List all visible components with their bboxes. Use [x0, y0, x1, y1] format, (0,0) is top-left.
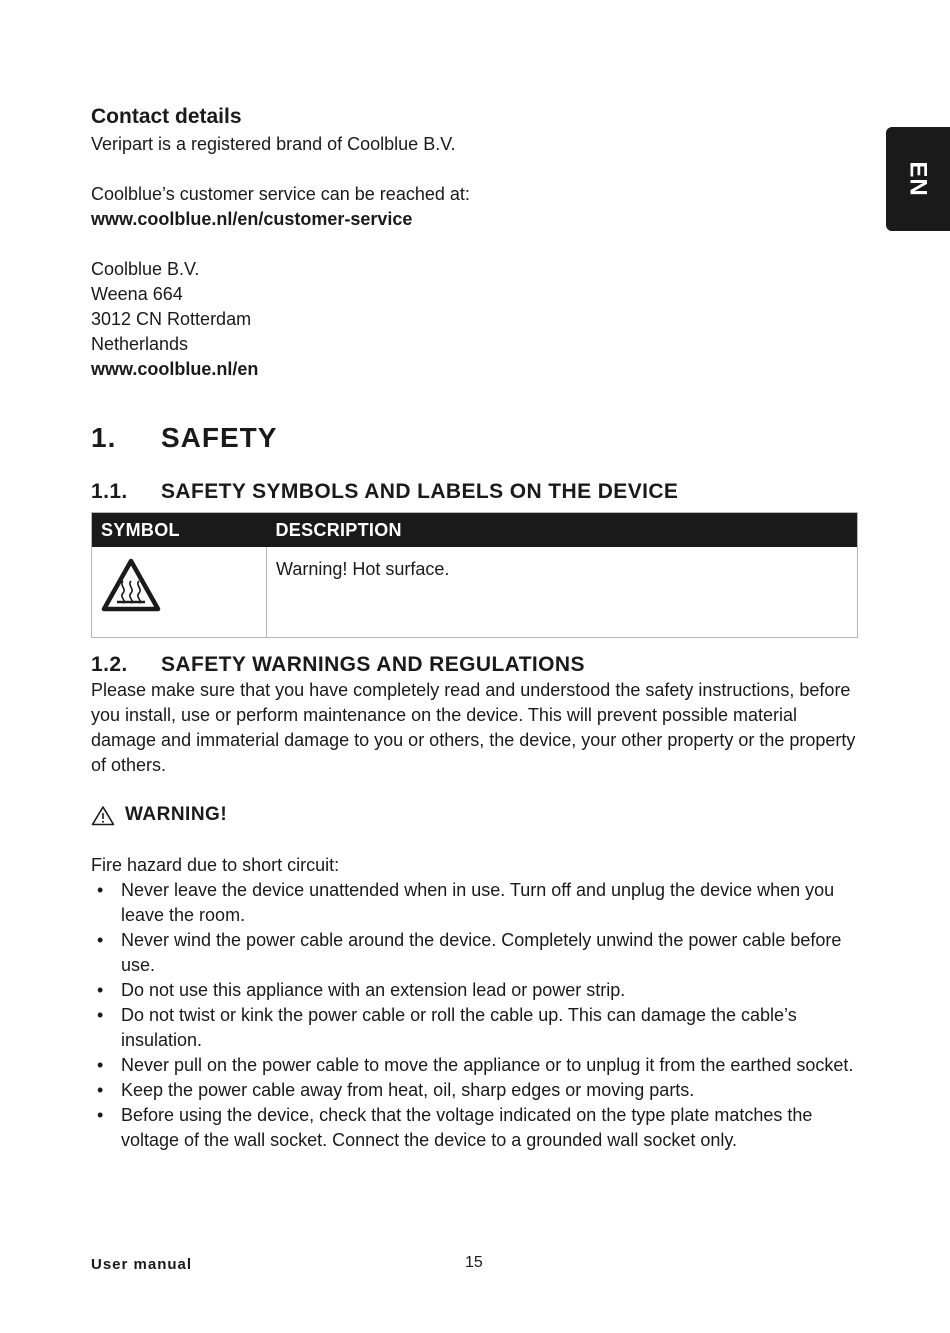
table-row: [92, 547, 858, 638]
service-link[interactable]: www.coolblue.nl/en/customer-service: [91, 209, 413, 229]
footer-title: User manual: [91, 1256, 193, 1273]
contact-block: [91, 102, 859, 382]
list-item: • Do not use this appliance with an extension lead or power strip.: [91, 978, 859, 1003]
section-title: SAFETY: [161, 422, 278, 453]
symbols-table: [91, 512, 858, 638]
language-tab: [886, 127, 950, 231]
list-item: • Never wind the power cable around the device. Completely unwind the power cable before use.: [91, 928, 859, 978]
intro-paragraph: Please make sure that you have completely read and understood the safety instructions, before you install, use or perform maintenance on the device. This will prevent possible material damage and immaterial damage to you or others, the device, your other property or the property of others.: [91, 680, 856, 775]
language-label: EN: [905, 161, 932, 197]
section-heading-safety: [91, 422, 277, 454]
list-item: • Keep the power cable away from heat, oil, sharp edges or moving parts.: [91, 1078, 859, 1103]
address-line-street: Weena 664: [91, 284, 183, 304]
hazard-title: Fire hazard due to short circuit:: [91, 855, 340, 875]
list-item: • Do not twist or kink the power cable or roll the cable up. This can damage the cable’s insulation.: [91, 1003, 859, 1053]
contact-heading: Contact details: [91, 105, 242, 128]
warning-triangle-icon: [91, 805, 115, 826]
list-item: • Never pull on the power cable to move the appliance or to unplug it from the earthed socket.: [91, 1053, 859, 1078]
page-number: 15: [465, 1254, 483, 1271]
warning-label: WARNING!: [125, 804, 228, 825]
safety-warnings-section: [91, 652, 859, 1153]
header-description: DESCRIPTION: [267, 513, 858, 548]
brand-line: Veripart is a registered brand of Coolblue B.V.: [91, 134, 456, 154]
list-item: • Before using the device, check that the voltage indicated on the type plate matches the voltage of the wall socket. Connect the device to a grounded wall socket only.: [91, 1103, 859, 1153]
description-cell: Warning! Hot surface.: [276, 559, 450, 579]
subsection-title: SAFETY WARNINGS AND REGULATIONS: [161, 653, 585, 676]
subsection-heading-warnings: [91, 652, 859, 678]
subsection-number: 1.2.: [91, 653, 128, 676]
subsection-title: SAFETY SYMBOLS AND LABELS ON THE DEVICE: [161, 480, 679, 503]
hot-surface-warning-icon: [100, 557, 162, 613]
address-line-company: Coolblue B.V.: [91, 259, 200, 279]
section-number: 1.: [91, 422, 117, 453]
service-intro: Coolblue’s customer service can be reached at:: [91, 184, 470, 204]
page-content: [91, 102, 859, 1150]
safety-bullet-list: [91, 878, 859, 1153]
list-item: • Never leave the device unattended when in use. Turn off and unplug the device when you leave the room.: [91, 878, 859, 928]
address-line-city: 3012 CN Rotterdam: [91, 309, 252, 329]
header-symbol: SYMBOL: [92, 513, 267, 548]
warning-label-row: [91, 802, 859, 828]
subsection-heading-symbols: [91, 479, 678, 505]
symbol-cell: [92, 547, 267, 638]
address-line-country: Netherlands: [91, 334, 189, 354]
table-header-row: [92, 513, 858, 548]
subsection-number: 1.1.: [91, 480, 128, 503]
website-link[interactable]: www.coolblue.nl/en: [91, 359, 259, 379]
